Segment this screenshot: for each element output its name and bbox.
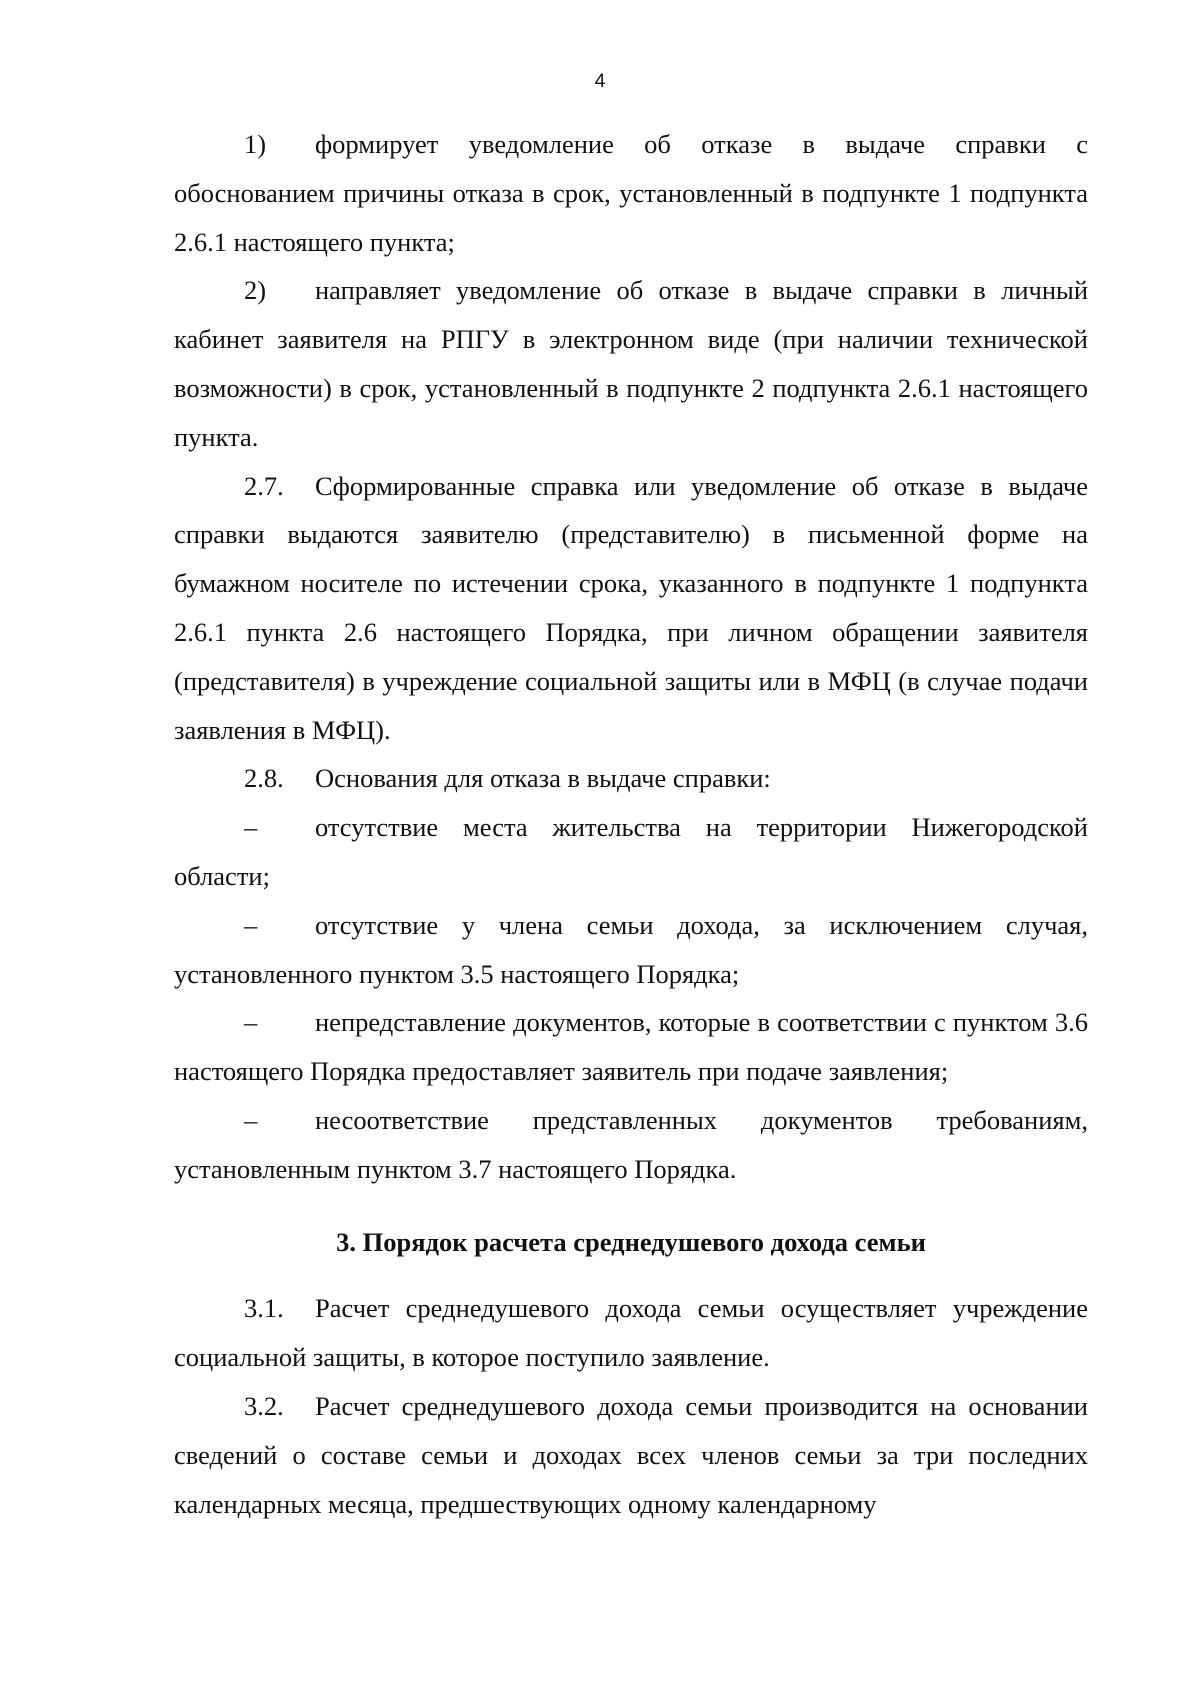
paragraph-1 (174, 120, 1088, 266)
paragraph-text: направляет уведомление об отказе в выдаче справки в личный кабинет заявителя на РПГУ в электронном виде (при наличии технической возможности) в срок, установленный в подпункте 2 подпункта 2.6.1 настоящего пункта. (174, 275, 1088, 452)
paragraph-text: Расчет среднедушевого дохода семьи осуществляет учреждение социальной защиты, в которое поступило заявление. (174, 1293, 1088, 1373)
paragraph-2 (174, 266, 1088, 461)
paragraph-3-2 (174, 1382, 1088, 1528)
paragraph-text: Расчет среднедушевого дохода семьи производится на основании сведений о составе семьи и доходах всех членов семьи за три последних календарных месяца, предшествующих одному календарному (174, 1390, 1088, 1519)
item-marker: 3.1. (244, 1293, 284, 1324)
paragraph-2-7 (174, 462, 1088, 755)
paragraph-text: непредставление документов, которые в соответствии с пунктом 3.6 настоящего Порядка предоставляет заявитель при подаче заявления; (174, 1007, 1088, 1087)
document-body (174, 120, 1088, 1528)
paragraph-text: несоответствие представленных документов требованиям, установленным пунктом 3.7 настоящего Порядка. (174, 1104, 1088, 1184)
dash-marker: – (244, 1007, 258, 1038)
item-marker: 2) (244, 275, 267, 306)
page-number: 4 (594, 71, 606, 92)
refusal-ground-1 (174, 803, 1088, 901)
paragraph-text: Сформированные справка или уведомление об отказе в выдаче справки выдаются заявителю (представителю) в письменной форме на бумажном носителе по истечении срока, указанного в подпункте 1 подпункта 2.6.1 пункта 2.6 настоящего Порядка, при личном обращении заявителя (представителя) в учреждение социальной защиты или в МФЦ (в случае подачи заявления в МФЦ). (174, 470, 1088, 745)
dash-marker: – (244, 909, 258, 940)
paragraph-text: формирует уведомление об отказе в выдаче справки с обоснованием причины отказа в срок, установленный в подпункте 1 подпункта 2.6.1 настоящего пункта; (174, 129, 1088, 257)
dash-marker: – (244, 812, 258, 843)
paragraph-2-8 (174, 754, 1088, 803)
item-marker: 2.7. (244, 470, 284, 501)
refusal-ground-2 (174, 901, 1088, 999)
paragraph-text: отсутствие у члена семьи дохода, за исключением случая, установленного пунктом 3.5 настоящего Порядка; (174, 909, 1088, 989)
item-marker: 2.8. (244, 763, 284, 794)
paragraph-3-1 (174, 1284, 1088, 1382)
paragraph-text: отсутствие места жительства на территории Нижегородской области; (174, 812, 1088, 891)
paragraph-text: Основания для отказа в выдаче справки: (315, 763, 771, 794)
item-marker: 3.2. (244, 1390, 284, 1421)
refusal-ground-3 (174, 998, 1088, 1096)
refusal-ground-4 (174, 1096, 1088, 1194)
section-heading: 3. Порядок расчета среднедушевого дохода семьи (336, 1226, 926, 1257)
dash-marker: – (244, 1104, 258, 1135)
item-marker: 1) (244, 129, 267, 159)
